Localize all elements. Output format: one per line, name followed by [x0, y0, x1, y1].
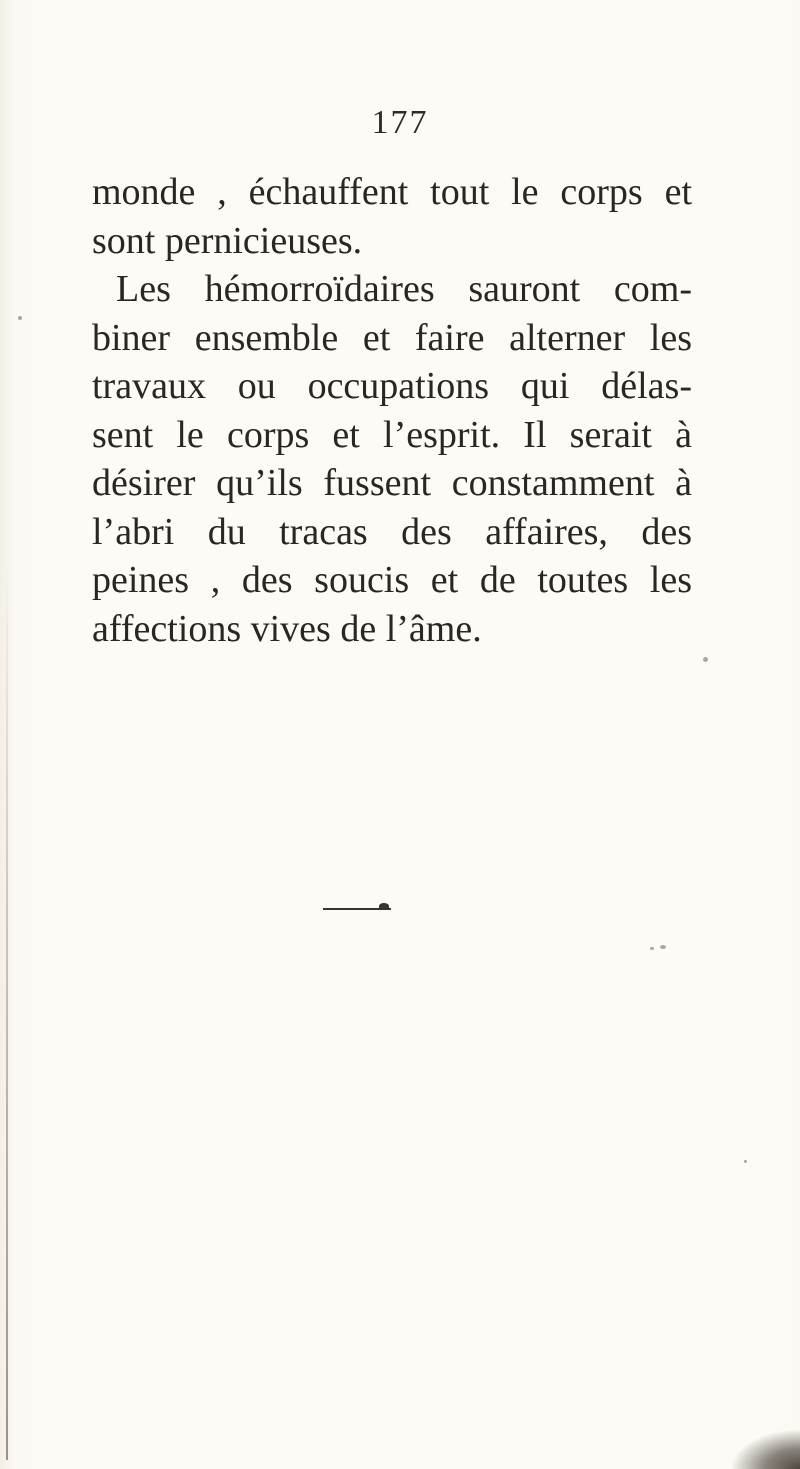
text-line: travaux ou occupations qui délas- [92, 365, 692, 407]
paper-speck [650, 947, 654, 950]
text-line: affections vives de l’âme. [92, 607, 482, 650]
paper-speck [703, 657, 708, 662]
paper-speck [660, 945, 666, 949]
text-line: Les hémorroïdaires sauront com- [116, 268, 692, 310]
text-line: sent le corps et l’esprit. Il serait à [92, 413, 692, 456]
page-number: 177 [371, 104, 429, 141]
paper-speck [18, 316, 22, 320]
page-corner-stain [730, 1429, 800, 1469]
divider-ornament [379, 903, 389, 909]
page-spine-shadow [6, 560, 8, 1460]
text-line: l’abri du tracas des affaires, des [92, 510, 692, 553]
text-line: désirer qu’ils fussent constamment à [92, 462, 692, 504]
text-line: sont pernicieuses. [92, 219, 363, 262]
text-line: biner ensemble et faire alterner les [92, 316, 692, 359]
text-line: monde , échauffent tout le corps et [92, 171, 692, 213]
paper-speck [744, 1160, 747, 1163]
body-text [92, 168, 692, 653]
text-line: peines , des soucis et de toutes les [92, 559, 692, 601]
